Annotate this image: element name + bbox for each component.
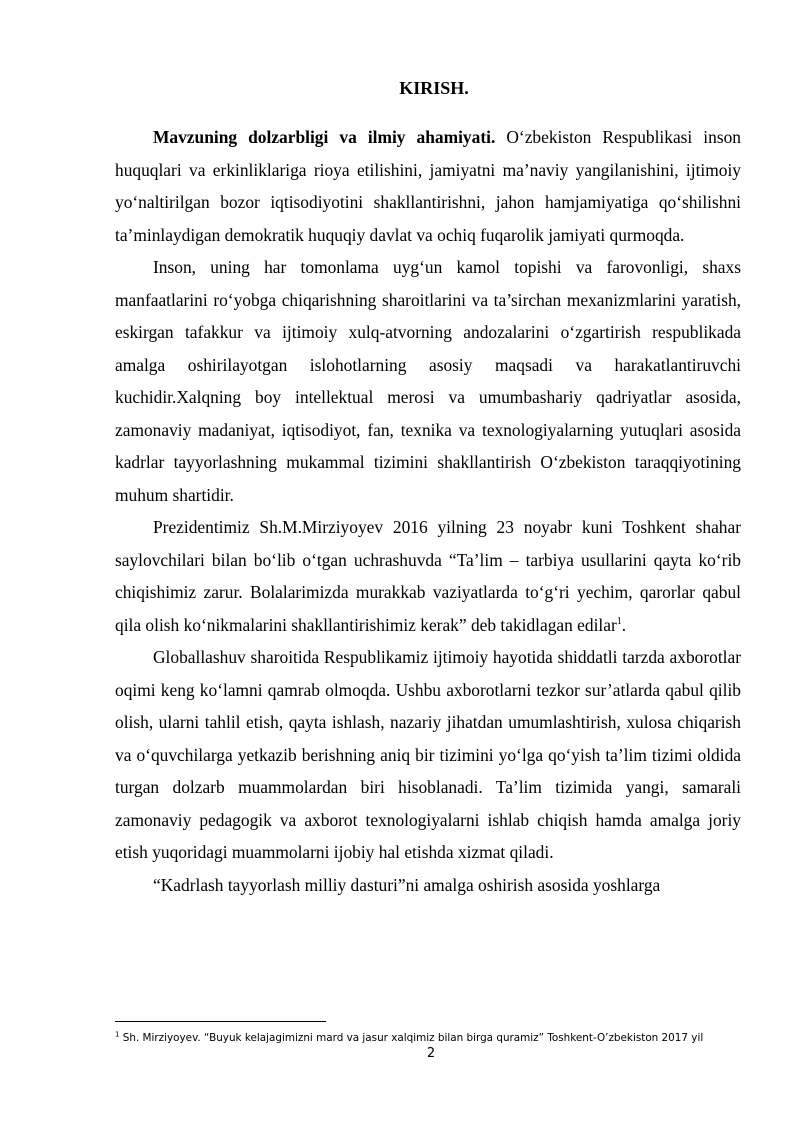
footnote-separator — [115, 1021, 326, 1022]
paragraph-text: Globallashuv sharoitida Respublikamiz ijtimoiy hayotida shiddatli tarzda axborotlar oqimi keng ko‘lamni qamrab olmoqda. Ushbu axborotlarni tezkor sur’atlarda qabul qilib olish, ularni tahlil etish, qayta ishlash, nazariy jihatdan umumlashtirish, xulosa chiqarish va o‘quvchilarga yetkazib berishning aniq bir tizimini yo‘lga qo‘yish ta’lim tizimi oldida turgan dolzarb muammolardan biri hisoblanadi. Ta’lim tizimida yangi, samarali zamonaviy pedagogik va axborot texnologiyalarni ishlab chiqish hamda amalga joriy etish yuqoridagi muammolarni ijobiy hal etishda xizmat qiladi. — [115, 647, 741, 862]
footnote-mark: 1 — [115, 1030, 120, 1039]
footnote — [115, 1031, 755, 1045]
page-number: 2 — [426, 1046, 436, 1061]
paragraph-end-punctuation: . — [621, 614, 627, 635]
section-heading: KIRISH. — [399, 78, 469, 98]
body-text — [115, 121, 741, 901]
paragraph-globalization — [115, 641, 741, 869]
paragraph-reforms — [115, 251, 741, 511]
paragraph-lead: Mavzuning dolzarbligi va ilmiy ahamiyati. — [153, 127, 496, 147]
paragraph-text: Inson, uning har tomonlama uyg‘un kamol topishi va farovonligi, shaxs manfaatlarini ro‘yobga chiqarishning sharoitlarini va ta’sirchan mexanizmlarini yaratish, eskirgan tafakkur va ijtimoiy xulq-atvorning andozalarini o‘zgartirish respublikada amalga oshirilayotgan islohotlarning asosiy maqsadi va harakatlantiruvchi kuchidir.Xalqning boy intellektual merosi va umumbashariy qadriyatlar asosida, zamonaviy madaniyat, iqtisodiyot, fan, texnika va texnologiyalarning yutuqlari asosida kadrlar tayyorlashning mukammal tizimini shakllantirish O‘zbekiston taraqqiyotining muhum shartidir. — [115, 257, 741, 505]
paragraph-text: O‘zbekiston Respublikasi inson huquqlari va erkinliklariga rioya etilishini, jamiyatni ma’naviy yangilanishini, ijtimoiy yo‘naltirilgan bozor iqtisodiyotini shakllantirishni, jahon hamjamiyatiga qo‘shilishni ta’minlaydigan demokratik huquqiy davlat va ochiq fuqarolik jamiyati qurmoqda. — [115, 127, 741, 245]
footnote-reference[interactable]: 1 — [616, 615, 622, 627]
paragraph-text: “Kadrlash tayyorlash milliy dasturi”ni amalga oshirish asosida yoshlarga — [153, 874, 661, 895]
footnote-text: Sh. Mirziyoyev. “Buyuk kelajagimizni mard va jasur xalqimiz bilan birga quramiz” Toshkent-O’zbekiston 2017 yil — [119, 1032, 704, 1044]
paragraph-national-program — [115, 869, 741, 902]
paragraph-president-quote — [115, 511, 741, 641]
paragraph-relevance — [115, 121, 741, 251]
paragraph-text: Prezidentimiz Sh.M.Mirziyoyev 2016 yilning 23 noyabr kuni Toshkent shahar saylovchilari bilan bo‘lib o‘tgan uchrashuvda “Ta’lim – tarbiya usullarini qayta ko‘rib chiqishimiz zarur. Bolalarimizda murakkab vaziyatlarda to‘g‘ri yechim, qarorlar qabul qila olish ko‘nikmalarini shakllantirishimiz kerak” deb takidlagan edilar — [115, 517, 741, 635]
